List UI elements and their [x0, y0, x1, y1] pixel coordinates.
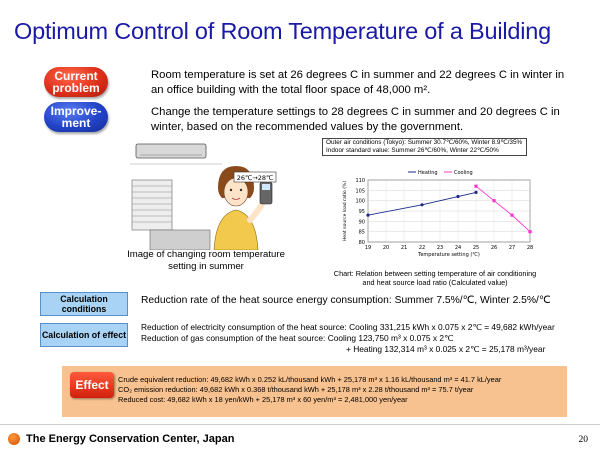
x-tick-label: 27: [508, 245, 516, 251]
reduced-cost: Reduced cost: 49,682 kWh x 18 yen/kWh + 25,178 m³ x 60 yen/m³ = 2,481,000 yen/year: [118, 395, 408, 404]
footer-organization: The Energy Conservation Center, Japan: [26, 433, 235, 445]
gas-reduction-heating: + Heating 132,314 m³ x 0.025 x 2℃ = 25,178 m³/year: [346, 344, 546, 354]
air-conditioner: [136, 144, 206, 158]
temperature-display: 26℃→28℃: [236, 174, 274, 182]
calculation-conditions-tag: Calculation conditions: [40, 292, 128, 316]
data-point-cooling: [510, 214, 513, 217]
data-point-cooling: [492, 199, 495, 202]
y-tick-label: 110: [355, 178, 365, 184]
y-tick-label: 90: [358, 219, 365, 226]
y-tick-label: 85: [358, 229, 365, 236]
data-point-heating: [456, 195, 459, 198]
eccj-logo-icon: [8, 433, 20, 445]
data-point-heating: [420, 203, 423, 206]
footer: [8, 433, 234, 445]
data-point-heating: [474, 191, 477, 194]
data-point-cooling: [528, 230, 531, 233]
x-tick-label: 26: [490, 245, 498, 251]
office-illustration: [130, 140, 290, 250]
x-tick-label: 28: [526, 245, 534, 251]
y-tick-label: 105: [355, 188, 365, 195]
chart-caption: Chart: Relation between setting temperature of air conditioning and heat source load ratio (Calculated value): [333, 269, 537, 287]
calculation-of-effect-tag: Calculation of effect: [40, 323, 128, 347]
window-blinds: [132, 180, 172, 230]
y-tick-label: 80: [358, 240, 365, 246]
y-axis-label: Heat source load ratio (%): [343, 180, 348, 242]
legend-label: Heating: [418, 170, 438, 176]
conditions-line-2: Indoor standard value: Summer 26℃/60%, Winter 22℃/50%: [326, 147, 499, 154]
page-number: 20: [578, 435, 588, 445]
x-tick-label: 25: [472, 245, 480, 251]
x-tick-label: 19: [364, 245, 372, 251]
effect-calculation: [141, 322, 555, 355]
y-tick-label: 100: [355, 198, 365, 205]
crude-equivalent-reduction: Crude equivalent reduction: 49,682 kWh x 0.252 kL/thousand kWh + 25,178 m³ x 1.16 kL/thousand m³ = 41.7 kL/year: [118, 375, 502, 384]
load-ratio-chart: [338, 160, 538, 270]
electricity-reduction: Reduction of electricity consumption of the heat source: Cooling 331,215 kWh x 0.075 x 2℃ = 49,682 kWh/year: [141, 322, 555, 332]
reduction-rate-text: Reduction rate of the heat source energy consumption: Summer 7.5%/℃, Winter 2.5%/℃: [141, 295, 551, 306]
page-title: Optimum Control of Room Temperature of a Building: [14, 18, 552, 44]
co2-emission-reduction: CO₂ emission reduction: 49,682 kWh x 0.368 t/thousand kWh + 25,178 m³ x 2.28 t/thousand m³ = 75.7 t/year: [118, 385, 474, 394]
conditions-box: [322, 138, 527, 156]
gas-reduction: Reduction of gas consumption of the heat source: Cooling 123,750 m³ x 0.075 x 2℃: [141, 333, 454, 343]
improvement-badge: Improve- ment: [44, 102, 108, 132]
x-tick-label: 24: [454, 245, 462, 251]
y-tick-label: 95: [358, 209, 365, 215]
x-tick-label: 21: [400, 245, 408, 251]
x-tick-label: 22: [418, 245, 426, 251]
improvement-text: Change the temperature settings to 28 degrees C in summer and 20 degrees C in winter, based on the recommended values by the government.: [151, 106, 560, 133]
data-point-cooling: [474, 185, 477, 188]
effect-results: [118, 375, 501, 405]
conditions-line-1: Outer air conditions (Tokyo): Summer 30.7℃/60%, Winter 8.9℃/35%: [326, 139, 523, 146]
x-axis-label: Temperature setting (℃): [418, 252, 480, 258]
x-tick-label: 20: [382, 245, 390, 251]
effect-badge: Effect: [70, 372, 114, 398]
current-problem-text: Room temperature is set at 26 degrees C in summer and 22 degrees C in winter in an office building with the total floor space of 48,000 m².: [151, 69, 565, 96]
current-problem-badge: Current problem: [44, 67, 108, 97]
legend-label: Cooling: [454, 170, 473, 176]
x-tick-label: 23: [436, 245, 444, 251]
data-point-heating: [366, 214, 369, 217]
illustration-caption: Image of changing room temperature setting in summer: [127, 249, 285, 272]
footer-divider: [0, 424, 600, 425]
